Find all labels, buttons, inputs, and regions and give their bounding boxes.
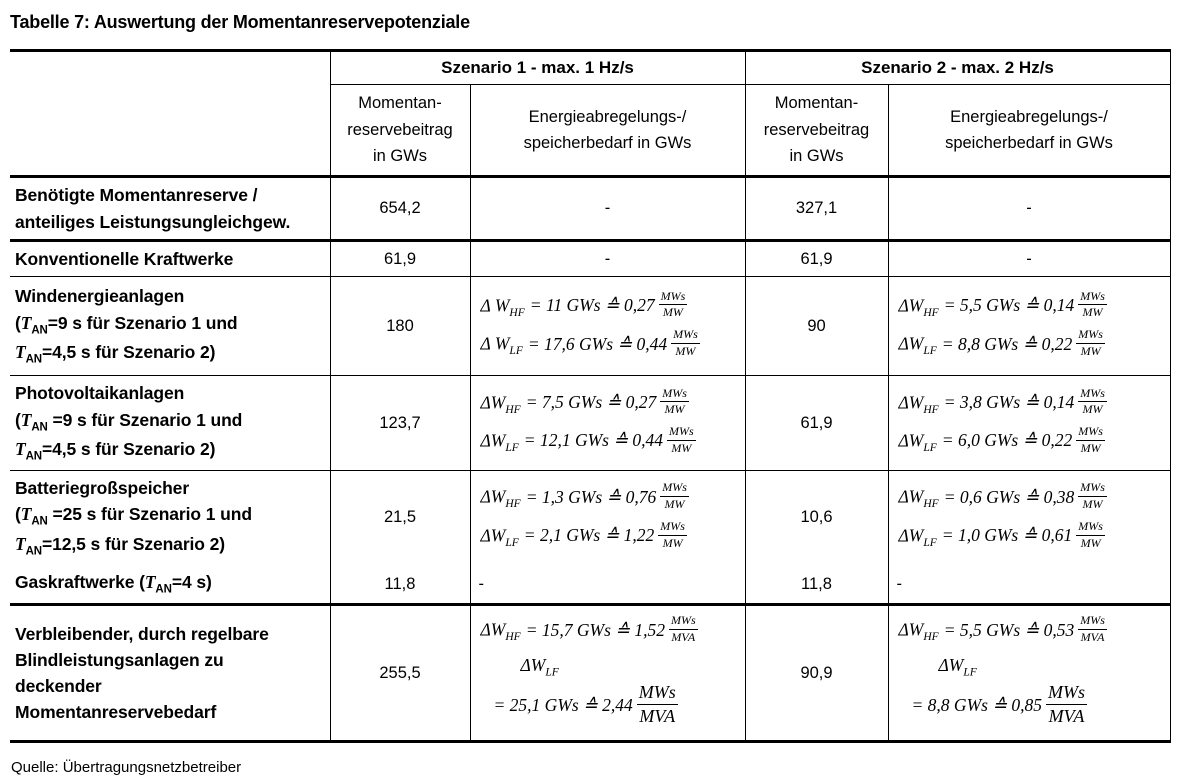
formula-line: $\Delta W_{HF} = 3,8$ GWs ≙ 0,14 $\frac{\text{MWs}}{MW}$ xyxy=(898,385,1105,417)
cell-batterie-s1-beitrag: 21,5 xyxy=(330,471,470,565)
cell-verbleibender-s2-beitrag: 90,9 xyxy=(745,605,888,742)
unit-fraction: $\frac{\text{MWs}}{MW}$ xyxy=(673,327,698,359)
formula-line: $\Delta W_{LF} = 2,1$ GWs ≙ 1,22 $\frac{\text{MWs}}{MW}$ xyxy=(480,518,685,550)
table-title: Tabelle 7: Auswertung der Momentanreservepotenziale xyxy=(10,12,470,32)
unit-fraction: $\frac{\text{MWs}}{MW}$ xyxy=(669,424,694,455)
label-gas: Gaskraftwerke ($T_{AN}=4$ s) xyxy=(10,565,330,605)
cell-pv-s2-beitrag: 61,9 xyxy=(745,376,888,471)
subheader-s1-bedarf: Energieabregelungs-/ speicherbedarf in GWs xyxy=(470,85,745,177)
subheader-s2-beitrag: Momentan-reservebeitrag in GWs xyxy=(745,85,888,177)
cell-pv-s2-bedarf xyxy=(888,376,1170,471)
cell-verbleibender-s2-bedarf xyxy=(888,605,1170,742)
label-benoetigte: Benötigte Momentanreserve / anteiliges Leistungsungleichgew. xyxy=(10,177,330,241)
row-pv xyxy=(10,376,1170,471)
cell-gas-s1-bedarf: - xyxy=(470,565,745,605)
row-konventionelle xyxy=(10,241,1170,277)
formula-line: $\Delta W_{HF} = 5,5$ GWs ≙ 0,14 $\frac{\text{MWs}}{MW}$ xyxy=(898,288,1105,320)
cell-wind-s2-bedarf xyxy=(888,277,1170,376)
momentanreserve-table xyxy=(10,49,1171,743)
subheader-s2-bedarf: Energieabregelungs-/ speicherbedarf in GWs xyxy=(888,85,1170,177)
unit-fraction: $\frac{\text{MWs}}{MW}$ xyxy=(660,518,685,550)
label-batterie: Batteriegroßspeicher ($T_{AN} =25$ s für Szenario 1 und $T_{AN}=12,5$ s für Szenario 2) xyxy=(15,478,252,558)
header-scenario2: Szenario 2 - max. 2 Hz/s xyxy=(745,51,1170,85)
symbol-T: T xyxy=(144,572,156,593)
row-wind xyxy=(10,277,1170,376)
unit-fraction: $\frac{\text{MWs}}{MW}$ xyxy=(1080,480,1105,512)
unit-fraction: $\frac{\text{MWs}}{MW}$ xyxy=(1078,327,1103,359)
cell-konventionelle-s2-bedarf: - xyxy=(888,241,1170,277)
unit-fraction: $\frac{\text{MWs}}{\text{MVA}}$ xyxy=(1080,613,1105,645)
source-caption: Quelle: Übertragungsnetzbetreiber xyxy=(11,759,242,777)
cell-verbleibender-s1-beitrag: 255,5 xyxy=(330,605,470,742)
formula-line: Δ $W_{HF} = 11$ GWs ≙ 0,27 $\frac{\text{MWs}}{MW}$ xyxy=(480,288,686,320)
unit-fraction: $\frac{\text{MWs}}{MW}$ xyxy=(1080,288,1105,320)
cell-gas-s2-beitrag: 11,8 xyxy=(745,565,888,605)
row-gas xyxy=(10,565,1170,605)
formula-line: = 8,8 GWs ≙ 0,85 $\frac{\text{MWs}}{\text{MVA}}$ xyxy=(911,681,1085,727)
symbol-T: T xyxy=(15,534,26,554)
cell-wind-s2-beitrag: 90 xyxy=(745,277,888,376)
row-benoetigte xyxy=(10,177,1170,241)
formula-line: $\Delta W_{HF} = 5,5$ GWs ≙ 0,53 $\frac{\text{MWs}}{\text{MVA}}$ xyxy=(898,613,1105,645)
symbol-T: T xyxy=(15,342,26,363)
formula-line: $\Delta W_{HF} = 0,6$ GWs ≙ 0,38 $\frac{\text{MWs}}{MW}$ xyxy=(898,480,1105,512)
unit-fraction: $\frac{\text{MWs}}{MW}$ xyxy=(1078,424,1103,455)
unit-fraction: $\frac{\text{MWs}}{MW}$ xyxy=(662,385,687,417)
cell-benoetigte-s1-bedarf: - xyxy=(470,177,745,241)
cell-batterie-s2-bedarf xyxy=(888,471,1170,565)
formula-line: $\Delta W_{LF} = 6,0$ GWs ≙ 0,22 $\frac{\text{MWs}}{MW}$ xyxy=(898,424,1103,455)
label-konventionelle: Konventionelle Kraftwerke xyxy=(10,241,330,277)
symbol-T: T xyxy=(20,504,32,525)
cell-pv-s1-beitrag: 123,7 xyxy=(330,376,470,471)
unit-fraction: $\frac{\text{MWs}}{\text{MVA}}$ xyxy=(1048,681,1085,727)
cell-wind-s1-beitrag: 180 xyxy=(330,277,470,376)
cell-konventionelle-s1-bedarf: - xyxy=(470,241,745,277)
corner-cell xyxy=(10,51,330,177)
header-row-scenarios xyxy=(10,51,1170,85)
cell-gas-s2-bedarf: - xyxy=(888,565,1170,605)
cell-konventionelle-s2-beitrag: 61,9 xyxy=(745,241,888,277)
cell-benoetigte-s1-beitrag: 654,2 xyxy=(330,177,470,241)
formula-line: Δ $W_{LF} = 17,6$ GWs ≙ 0,44 $\frac{\text{MWs}}{MW}$ xyxy=(480,327,698,359)
unit-fraction: $\frac{\text{MWs}}{MW}$ xyxy=(660,288,686,320)
row-verbleibender xyxy=(10,605,1170,742)
formula-line: $\Delta W_{LF} = 1,0$ GWs ≙ 0,61 $\frac{\text{MWs}}{MW}$ xyxy=(898,518,1103,550)
formula-line: $\Delta W_{HF} = 1,3$ GWs ≙ 0,76 $\frac{\text{MWs}}{MW}$ xyxy=(480,480,687,512)
symbol-T: T xyxy=(15,439,26,460)
formula-line: $\Delta W_{HF} = 7,5$ GWs ≙ 0,27 $\frac{\text{MWs}}{MW}$ xyxy=(480,385,687,417)
header-scenario1: Szenario 1 - max. 1 Hz/s xyxy=(330,51,745,85)
cell-wind-s1-bedarf xyxy=(470,277,745,376)
label-verbleibender: Verbleibender, durch regelbare Blindleistungsanlagen zu deckender Momentanreservebedarf xyxy=(10,605,330,742)
symbol-T: T xyxy=(20,409,32,430)
cell-batterie-s1-bedarf xyxy=(470,471,745,565)
unit-fraction: $\frac{\text{MWs}}{\text{MVA}}$ xyxy=(670,613,696,645)
unit-fraction: $\frac{\text{MWs}}{\text{MVA}}$ xyxy=(638,681,676,727)
formula-line: $\Delta W_{LF}$ xyxy=(520,654,559,679)
label-wind: Windenergieanlagen ($T_{AN}=9$ s für Szenario 1 und $T_{AN}=4,5$ s für Szenario 2) xyxy=(10,277,330,376)
cell-benoetigte-s2-beitrag: 327,1 xyxy=(745,177,888,241)
formula-line: $\Delta W_{HF} = 15,7$ GWs ≙ 1,52 $\frac{\text{MWs}}{\text{MVA}}$ xyxy=(480,613,696,645)
cell-batterie-s2-beitrag: 10,6 xyxy=(745,471,888,565)
cell-pv-s1-bedarf xyxy=(470,376,745,471)
cell-konventionelle-s1-beitrag: 61,9 xyxy=(330,241,470,277)
formula-line: $\Delta W_{LF} = 12,1$ GWs ≙ 0,44 $\frac{\text{MWs}}{MW}$ xyxy=(480,424,694,455)
symbol-T: T xyxy=(20,312,32,333)
unit-fraction: $\frac{\text{MWs}}{MW}$ xyxy=(1080,385,1105,417)
subheader-s1-beitrag: Momentan-reservebeitrag in GWs xyxy=(330,85,470,177)
cell-gas-s1-beitrag: 11,8 xyxy=(330,565,470,605)
row-batterie xyxy=(10,471,1170,565)
formula-line: $\Delta W_{LF} = 8,8$ GWs ≙ 0,22 $\frac{\text{MWs}}{MW}$ xyxy=(898,327,1103,359)
unit-fraction: $\frac{\text{MWs}}{MW}$ xyxy=(662,480,687,512)
formula-line: = 25,1 GWs ≙ 2,44 $\frac{\text{MWs}}{\text{MVA}}$ xyxy=(493,681,676,727)
label-pv: Photovoltaikanlagen ($T_{AN} =9$ s für Szenario 1 und $T_{AN}=4,5$ s für Szenario 2) xyxy=(10,376,330,471)
cell-benoetigte-s2-bedarf: - xyxy=(888,177,1170,241)
cell-verbleibender-s1-bedarf xyxy=(470,605,745,742)
unit-fraction: $\frac{\text{MWs}}{MW}$ xyxy=(1078,518,1103,550)
formula-line: $\Delta W_{LF}$ xyxy=(938,654,977,679)
